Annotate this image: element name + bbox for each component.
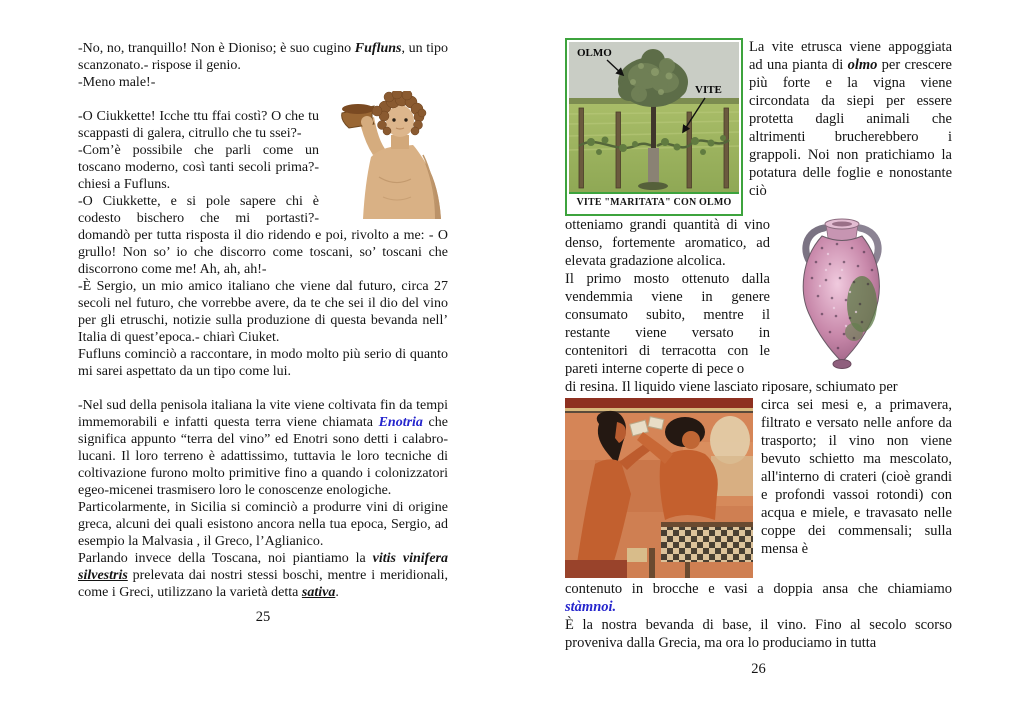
amphora-drawing: [792, 218, 892, 370]
paragraph-di-resina: di resina. Il liquido viene lasciato riposare, schiumato per: [565, 379, 898, 395]
paragraph-circa-sei-mesi: circa sei mesi e, a primavera, filtrato e versato nelle anfore da trasporto; il vino non viene bevuto schietto ma mescolato, all'interno di crateri (cioè grandi e profondi vassoi rotondi) con acqua e miele, e travasato nelle coppe dei commensali; sulla mensa è: [761, 397, 952, 557]
paragraph-meno-male: -Meno male!-: [78, 75, 156, 90]
paragraph-otteniamo: otteniamo grandi quantità di vino denso, fortemente aromatico, ad elevata gradazione alcolica.: [565, 217, 770, 269]
paragraph-ciukkette-1: -O Ciukkette! Icche ttu ffai costì? O che tu scappasti di galera, citrullo che tu ssei?-: [78, 109, 319, 141]
paragraph-fufluns-racconta: Fufluns cominciò a raccontare, in modo molto più serio di quanto mi sarei aspettato da un tipo come lui.: [78, 347, 448, 379]
paragraph-toscana-vitis: [78, 550, 448, 601]
paragraph-sergio-futuro: -È Sergio, un mio amico italiano che viene dal futuro, circa 27 secoli nel futuro, che vorrebbe avere, da te che sei il dio del vino per gli etruschi, notizie sulla produzione di questa bevanda nell’ Italia di quest’epoca.- chiarì Ciuket.: [78, 279, 448, 345]
paragraph-vite-etrusca: [749, 38, 952, 200]
page-number-right: 26: [751, 661, 766, 677]
wine-text-column: [565, 216, 770, 378]
term-fufluns: Fufluns: [354, 41, 402, 56]
term-vitis-vinifera: vitis vinifera: [372, 551, 448, 566]
term-sativa: sativa: [301, 585, 336, 600]
vineyard-photo-drawing: [569, 42, 739, 192]
bacchus-statue-drawing: [327, 91, 462, 219]
term-olmo: olmo: [847, 57, 878, 73]
text-run: contenuto in brocche e vasi a doppia ansa che chiamiamo: [565, 581, 952, 597]
term-enotria: Enotria: [378, 415, 423, 430]
text-run: -No, no, tranquillo! Non è Dioniso; è suo cugino: [78, 41, 355, 56]
photo-caption: VITE "MARITATA" CON OLMO: [569, 192, 739, 212]
text-run: .: [335, 585, 339, 600]
label-vite: VITE: [695, 84, 722, 96]
etruscan-fresco-image: [565, 398, 753, 578]
paragraph-stamnoi: [565, 580, 952, 616]
paragraph-sicilia: Particolarmente, in Sicilia si cominciò a produrre vini di origine greca, alcuni dei quali esistono ancora nella tua epoca, Sergio, ad esempio la Malvasia , il Greco, l’Aglianico.: [78, 500, 448, 549]
text-run: che significa appunto “terra del vino” ed Enotri sono detti i calabro-lucani. Il loro terreno è adattissimo, tuttavia le loro tecniche di coltivazione furono molto primitive fino a quando i colonizzatori egeo-micenei trasmisero loro le conoscenze enologiche.: [78, 415, 448, 498]
text-run: , un tipo scanzonato.- rispose il genio.: [78, 41, 449, 73]
top-section: [565, 38, 952, 216]
page-26: [565, 38, 952, 678]
paragraph-bevanda-di-base: È la nostra bevanda di base, il vino. Fino al secolo scorso proveniva dalla Grecia, ma ora lo produciamo in tutta: [565, 617, 952, 651]
text-run: per crescere più forte e la vigna viene circondata da siepi per essere protetta dagli animali che altrimenti brucherebbero i grappoli. Noi non pratichiamo la potatura delle foglie e nonostante ciò: [749, 57, 952, 199]
paragraph-primo-mosto: Il primo mosto ottenuto dalla vendemmia viene in genere consumato subito, mentre il restante viene versato in contenitori di terracotta con le pareti interne coperte di pece o: [565, 271, 770, 377]
fresco-section: [565, 396, 952, 580]
text-run: La vite etrusca viene appoggiata ad una pianta di: [749, 39, 952, 73]
paragraph-dioniso: [78, 40, 448, 74]
blank-line: [78, 380, 448, 397]
text-run: prelevata dai nostri stessi boschi, mentre i meridionali, come i Greci, utilizzano la varietà detta: [78, 568, 448, 600]
term-stamnoi: stàmnoi.: [565, 599, 617, 615]
etruscan-fresco-drawing: [565, 398, 753, 578]
term-silvestris: silvestris: [78, 568, 128, 583]
page-number-left: 25: [255, 609, 271, 625]
label-olmo: OLMO: [577, 47, 612, 59]
vite-maritata-photo: [565, 38, 743, 216]
paragraph-enotria: [78, 397, 448, 499]
bacchus-statue-image: [327, 91, 462, 219]
paragraph-bischero: -O Ciukkette, e si pole sapere chi è codesto bischero che mi portasti?- domandò per tutta risposta il dio ridendo e poi, rivolto a me: - O grullo! Non so’ io che discorro come toscani, so’ toscani che discorrono come me! Ah, ah, ah!-: [78, 194, 448, 277]
text-run: Parlando invece della Toscana, noi piantiamo la: [78, 551, 373, 566]
page-25: [78, 40, 448, 626]
amphora-image: [792, 218, 892, 370]
paragraph-come-un-toscano: -Com’è possibile che parli come un toscano moderno, così tanti secoli prima?- chiesi a Fufluns.: [78, 143, 319, 192]
text-run: -Nel sud della penisola italiana la vite viene coltivata fin da tempi immemorabili e infatti questa terra viene chiamata: [78, 398, 448, 430]
amphora-section: [565, 216, 952, 378]
